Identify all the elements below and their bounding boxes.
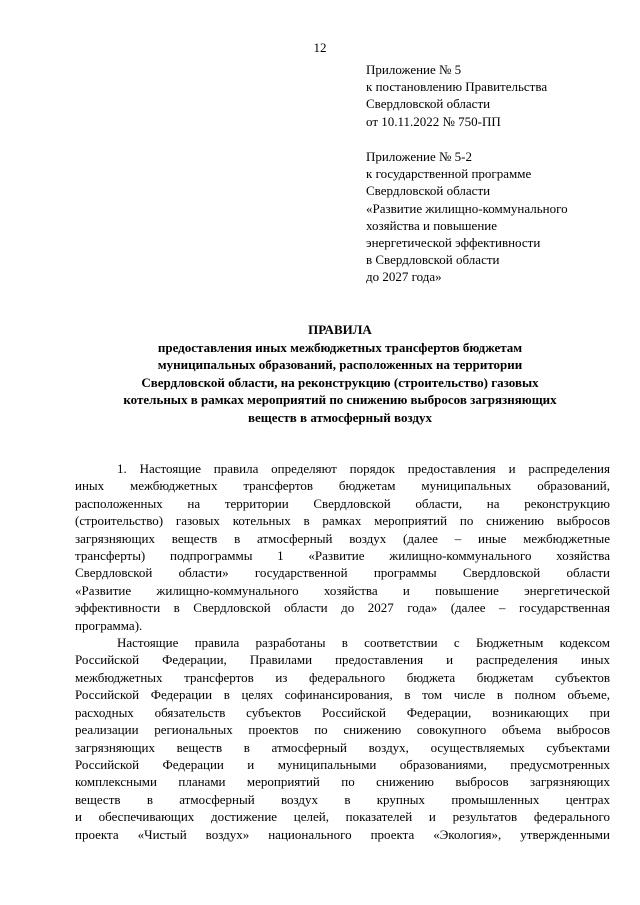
- title-line: веществ в атмосферный воздух: [247, 409, 433, 425]
- paragraph-line: 1. Настоящие правила определяют порядок предоставления и распределения: [117, 461, 610, 476]
- title-line: предоставления иных межбюджетных трансфертов бюджетам: [157, 339, 523, 355]
- appendix-1-line: Свердловской области: [366, 96, 491, 112]
- paragraph-line: трансферты) подпрограммы 1 «Развитие жилищно-коммунального хозяйства: [75, 548, 610, 564]
- paragraph-line: эффективности в Свердловской области до 2027 года» (далее – государственная: [75, 600, 610, 616]
- appendix-1-line: от 10.11.2022 № 750-ПП: [366, 113, 501, 129]
- appendix-header-1: [366, 61, 547, 130]
- appendix-2-line: «Развитие жилищно-коммунального: [366, 200, 568, 216]
- title-line: котельных в рамках мероприятий по снижению выбросов загрязняющих: [123, 392, 557, 408]
- paragraph-line: Российской Федерации и муниципальными образованиями, предусмотренных: [75, 756, 610, 772]
- document-title: [70, 321, 610, 427]
- paragraph-line: расходных обязательств субъектов Российской Федерации, возникающих при: [75, 704, 610, 720]
- paragraph-line: Настоящие правила разработаны в соответствии с Бюджетным кодексом: [117, 635, 610, 651]
- paragraph-line: комплексными планами мероприятий по снижению выбросов загрязняющих: [75, 774, 610, 790]
- paragraph-line: Российской Федерации в целях софинансирования, в том числе в полном объеме,: [75, 687, 610, 703]
- paragraph-1: [75, 460, 610, 634]
- paragraph-line: программа).: [75, 617, 143, 633]
- title-line: Свердловской области, на реконструкцию (строительство) газовых: [141, 374, 539, 390]
- paragraph-line: Свердловской области» государственной программы Свердловской области: [75, 565, 610, 581]
- title-heading: ПРАВИЛА: [308, 322, 372, 337]
- paragraph-2: [75, 634, 610, 843]
- paragraph-line: «Развитие жилищно-коммунального хозяйства и повышение энергетической: [75, 582, 610, 598]
- appendix-2-line: до 2027 года»: [366, 269, 442, 285]
- paragraph-line: межбюджетных трансфертов из федерального бюджета бюджетам субъектов: [75, 669, 610, 685]
- paragraph-line: проекта «Чистый воздух» национального проекта «Экология», утвержденными: [75, 826, 610, 842]
- appendix-2-line: энергетической эффективности: [366, 235, 541, 251]
- appendix-2-line: хозяйства и повышение: [366, 217, 498, 233]
- paragraph-line: загрязняющих веществ в атмосферный воздух, осуществляемых субъектами: [75, 739, 610, 755]
- appendix-1-line: Приложение № 5: [366, 62, 462, 77]
- appendix-1-line: к постановлению Правительства: [366, 79, 548, 95]
- paragraph-line: расположенных на территории Свердловской области, на реконструкцию: [75, 495, 610, 511]
- page-number: 12: [313, 40, 327, 55]
- paragraph-line: иных межбюджетных трансфертов бюджетам муниципальных образований,: [75, 478, 610, 494]
- appendix-2-line: Свердловской области: [366, 183, 491, 199]
- title-line: муниципальных образований, расположенных на территории: [157, 357, 523, 373]
- document-body: [75, 460, 610, 843]
- appendix-2-line: к государственной программе: [366, 166, 532, 182]
- paragraph-line: реализации региональных проектов по снижению совокупного объема выбросов: [75, 722, 610, 738]
- paragraph-line: и обеспечивающих достижение целей, показателей и результатов федерального: [75, 809, 610, 825]
- appendix-header-2: [366, 148, 568, 286]
- appendix-2-line: в Свердловской области: [366, 252, 500, 268]
- paragraph-line: (строительство) газовых котельных в рамках мероприятий по снижению выбросов: [75, 513, 610, 529]
- appendix-2-line: Приложение № 5-2: [366, 149, 473, 164]
- paragraph-line: Российской Федерации, Правилами предоставления и распределения иных: [75, 652, 610, 668]
- paragraph-line: загрязняющих веществ в атмосферный воздух (далее – иные межбюджетные: [75, 530, 610, 546]
- paragraph-line: веществ в атмосферный воздух в крупных промышленных центрах: [75, 791, 610, 807]
